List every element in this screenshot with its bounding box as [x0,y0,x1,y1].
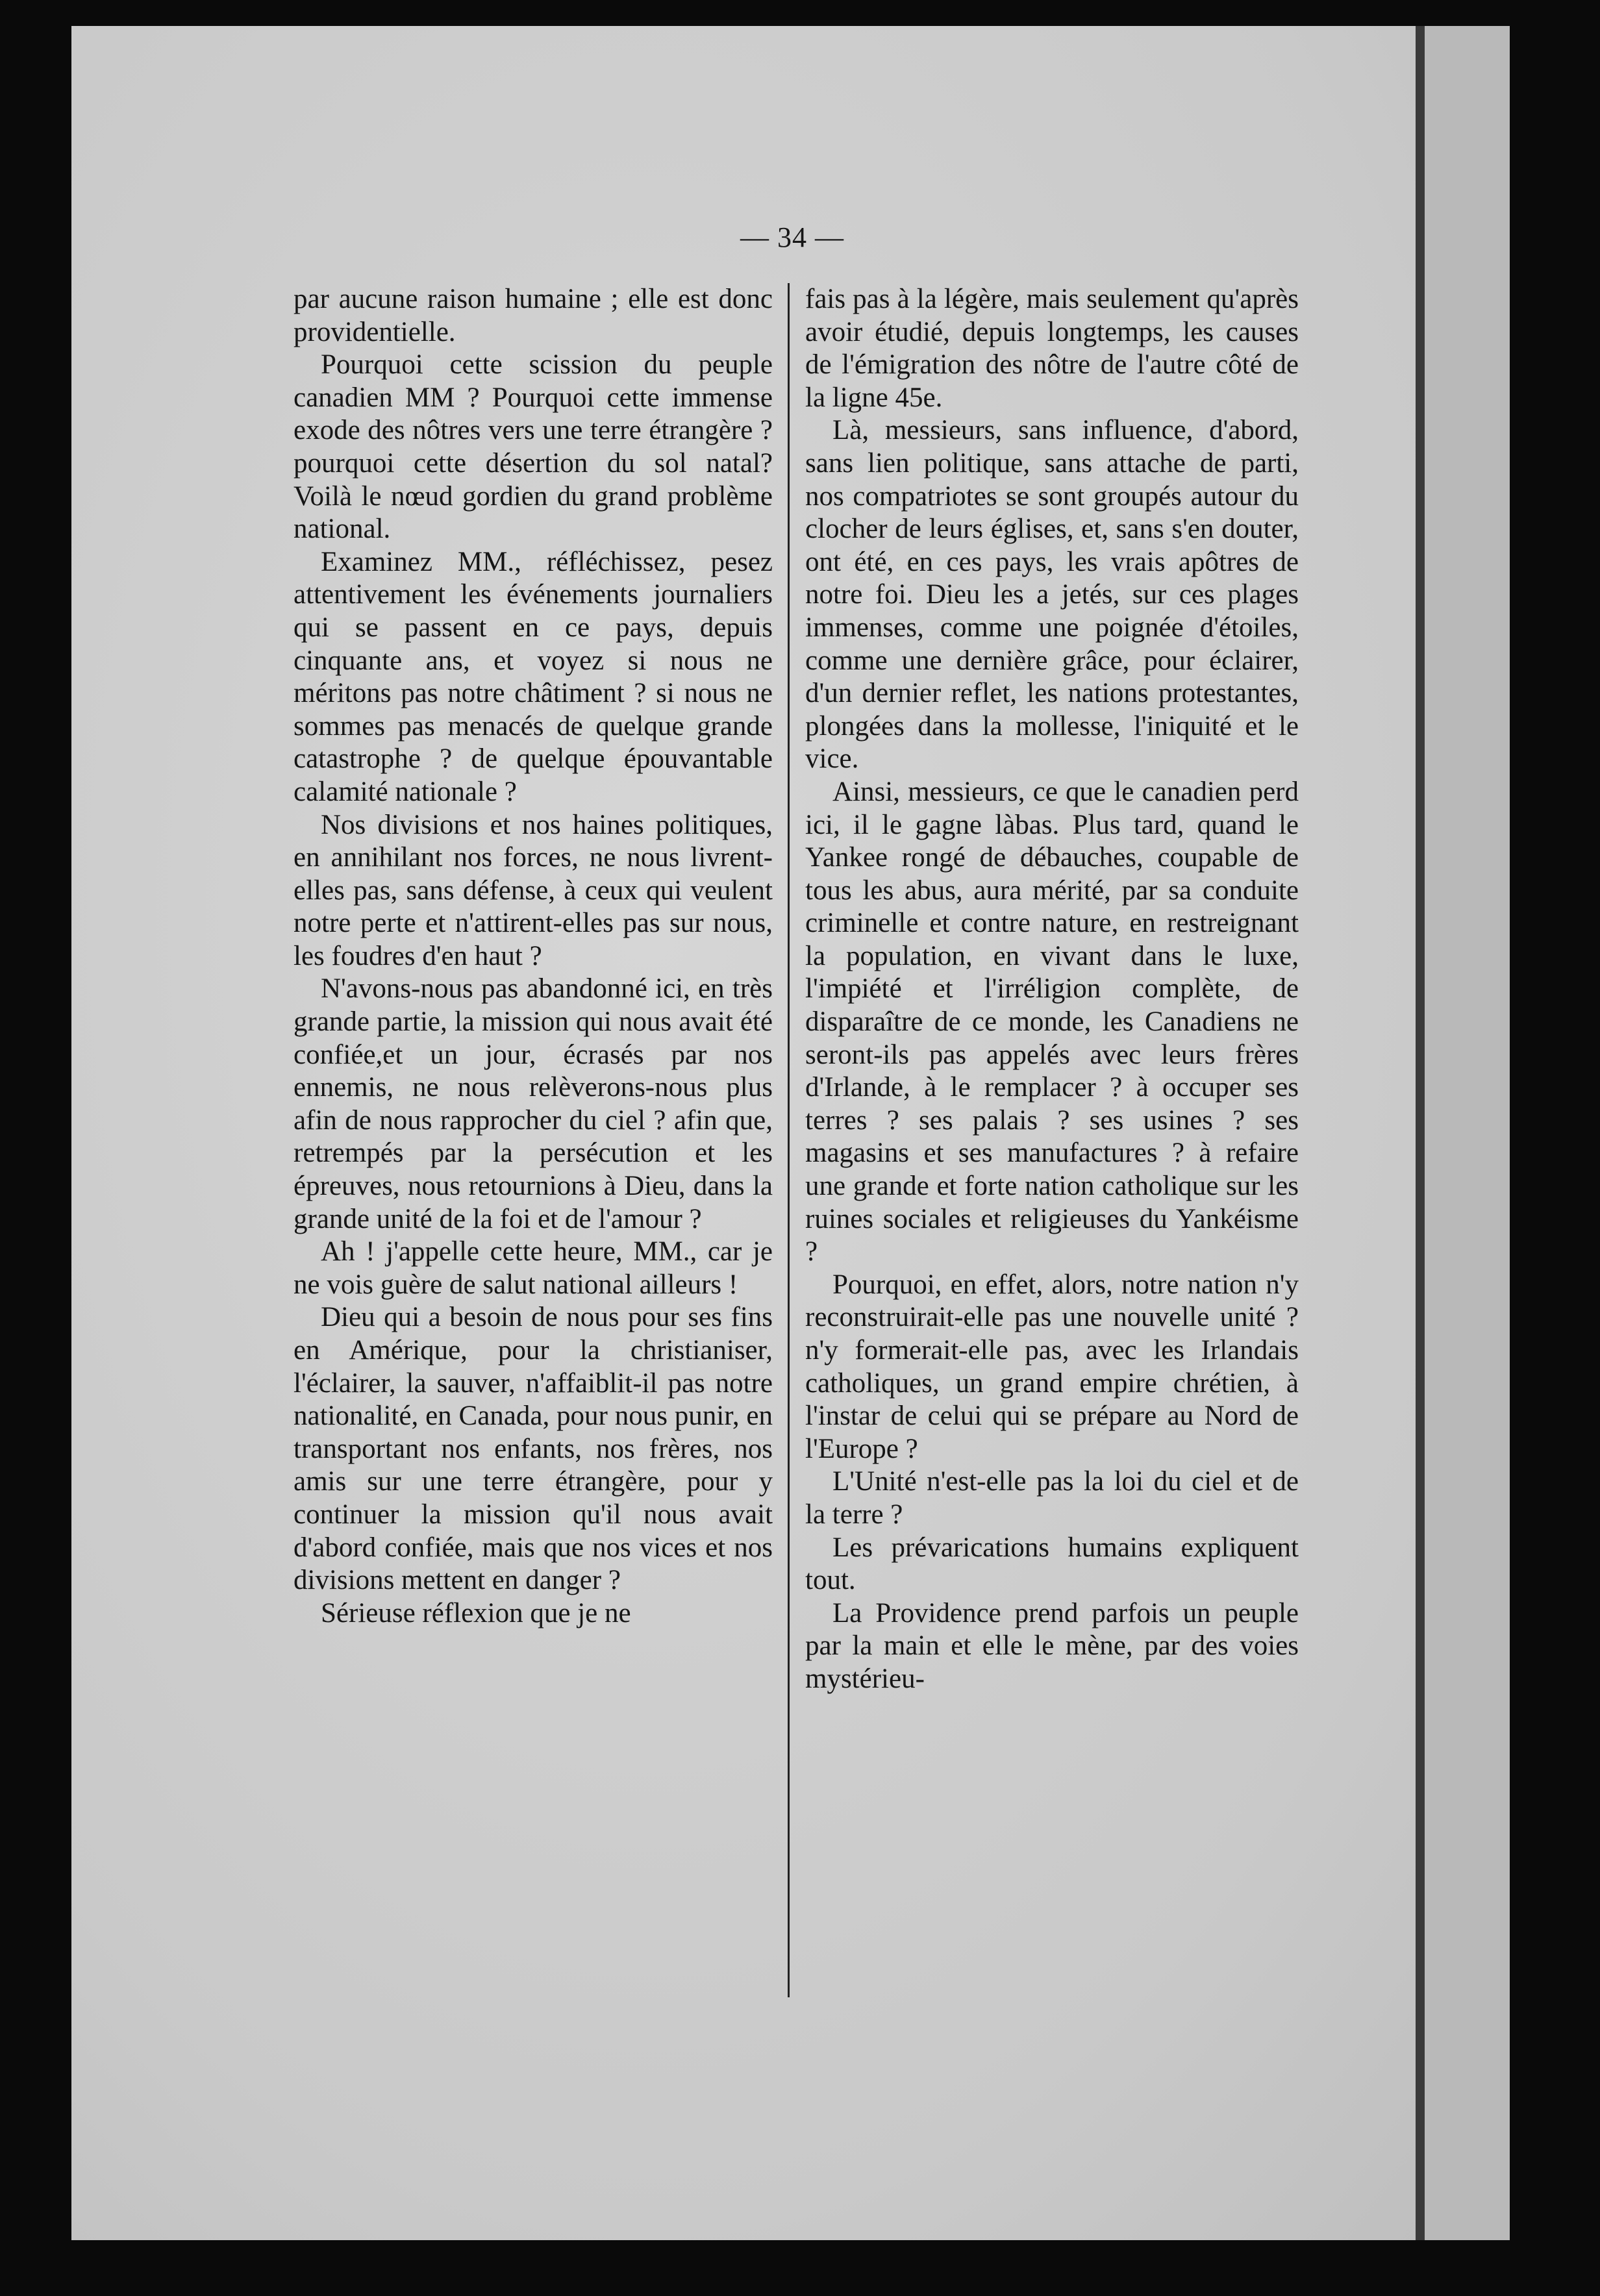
left-column [294,283,773,1630]
paragraph: Examinez MM., réfléchissez, pesez attentivement les événements journaliers qui se passent en ce pays, depuis cinquante ans, et voyez si nous ne méritons pas notre châtiment ? si nous ne sommes pas menacés de quelque grande catastrophe ? de quelque épouvantable calamité nationale ? [294,546,773,807]
paragraph: Ainsi, messieurs, ce que le canadien perd ici, il le gagne làbas. Plus tard, quand le Yankee rongé de débauches, coupable de tous les abus, aura mérité, par sa conduite criminelle et contre nature, en restreignant la population, en vivant dans le luxe, l'impiété et l'irréligion complète, de disparaître de ce monde, les Canadiens ne seront-ils pas appelés avec leurs frères d'Irlande, à le remplacer ? à occuper ses terres ? ses palais ? ses usines ? ses magasins et ses manufactures ? à refaire une grande et forte nation catholique sur les ruines sociales et religieuses du Yankéisme ? [805,776,1299,1267]
paragraph: Pourquoi, en effet, alors, notre nation n'y reconstruirait-elle pas une nouvelle unité ? n'y formerait-elle pas, avec les Irlandais catholiques, un grand empire chrétien, à l'instar de celui qui se prépare au Nord de l'Europe ? [805,1269,1299,1464]
paragraph: La Providence prend parfois un peuple par la main et elle le mène, par des voies mystérieu- [805,1597,1299,1694]
paragraph: Pourquoi cette scission du peuple canadien MM ? Pourquoi cette immense exode des nôtres vers une terre étrangère ? pourquoi cette désertion du sol natal? Voilà le nœud gordien du grand problème national. [294,349,773,545]
paragraph: N'avons-nous pas abandonné ici, en très grande partie, la mission qui nous avait été confiée,et un jour, écrasés par nos ennemis, ne nous relèverons-nous plus afin de nous rapprocher du ciel ? afin que, retrempés par la persécution et les épreuves, nous retournions à Dieu, dans la grande unité de la foi et de l'amour ? [294,973,773,1234]
paragraph: L'Unité n'est-elle pas la loi du ciel et de la terre ? [805,1466,1299,1530]
page-fold-edge [1416,26,1425,2240]
paragraph: par aucune raison humaine ; elle est donc providentielle. [294,284,773,347]
paragraph: Sérieuse réflexion que je ne [321,1597,631,1628]
right-column [805,283,1299,1696]
page-number: — 34 — [740,221,844,253]
paragraph: fais pas à la légère, mais seulement qu'après avoir étudié, depuis longtemps, les causes de l'émigration des nôtre de l'autre côté de la ligne 45e. [805,284,1299,413]
facing-page-strip [1425,26,1510,2240]
paragraph: Ah ! j'appelle cette heure, MM., car je ne vois guère de salut national ailleurs ! [294,1236,773,1300]
paragraph: Dieu qui a besoin de nous pour ses fins en Amérique, pour la christianiser, l'éclairer, la sauver, n'affaiblit-il pas notre nationalité, en Canada, pour nous punir, en transportant nos enfants, nos frères, nos amis sur une terre étrangère, pour y continuer la mission qu'il nous avait d'abord confiée, mais que nos vices et nos divisions mettent en danger ? [294,1302,773,1596]
paragraph: Les prévarications humains expliquent tout. [805,1532,1299,1596]
paragraph: Nos divisions et nos haines politiques, en annihilant nos forces, ne nous livrent-elles pas, sans défense, à ceux qui veulent notre perte et n'attirent-elles pas sur nous, les foudres d'en haut ? [294,809,773,971]
column-divider [788,283,790,1997]
paragraph: Là, messieurs, sans influence, d'abord, sans lien politique, sans attache de parti, nos compatriotes se sont groupés autour du clocher de leurs églises, et, sans s'en douter, ont été, en ces pays, les vrais apôtres de notre foi. Dieu les a jetés, sur ces plages immenses, comme une poignée d'étoiles, comme une dernière grâce, pour éclairer, d'un dernier reflet, les nations protestantes, plongées dans la mollesse, l'iniquité et le vice. [805,415,1299,775]
